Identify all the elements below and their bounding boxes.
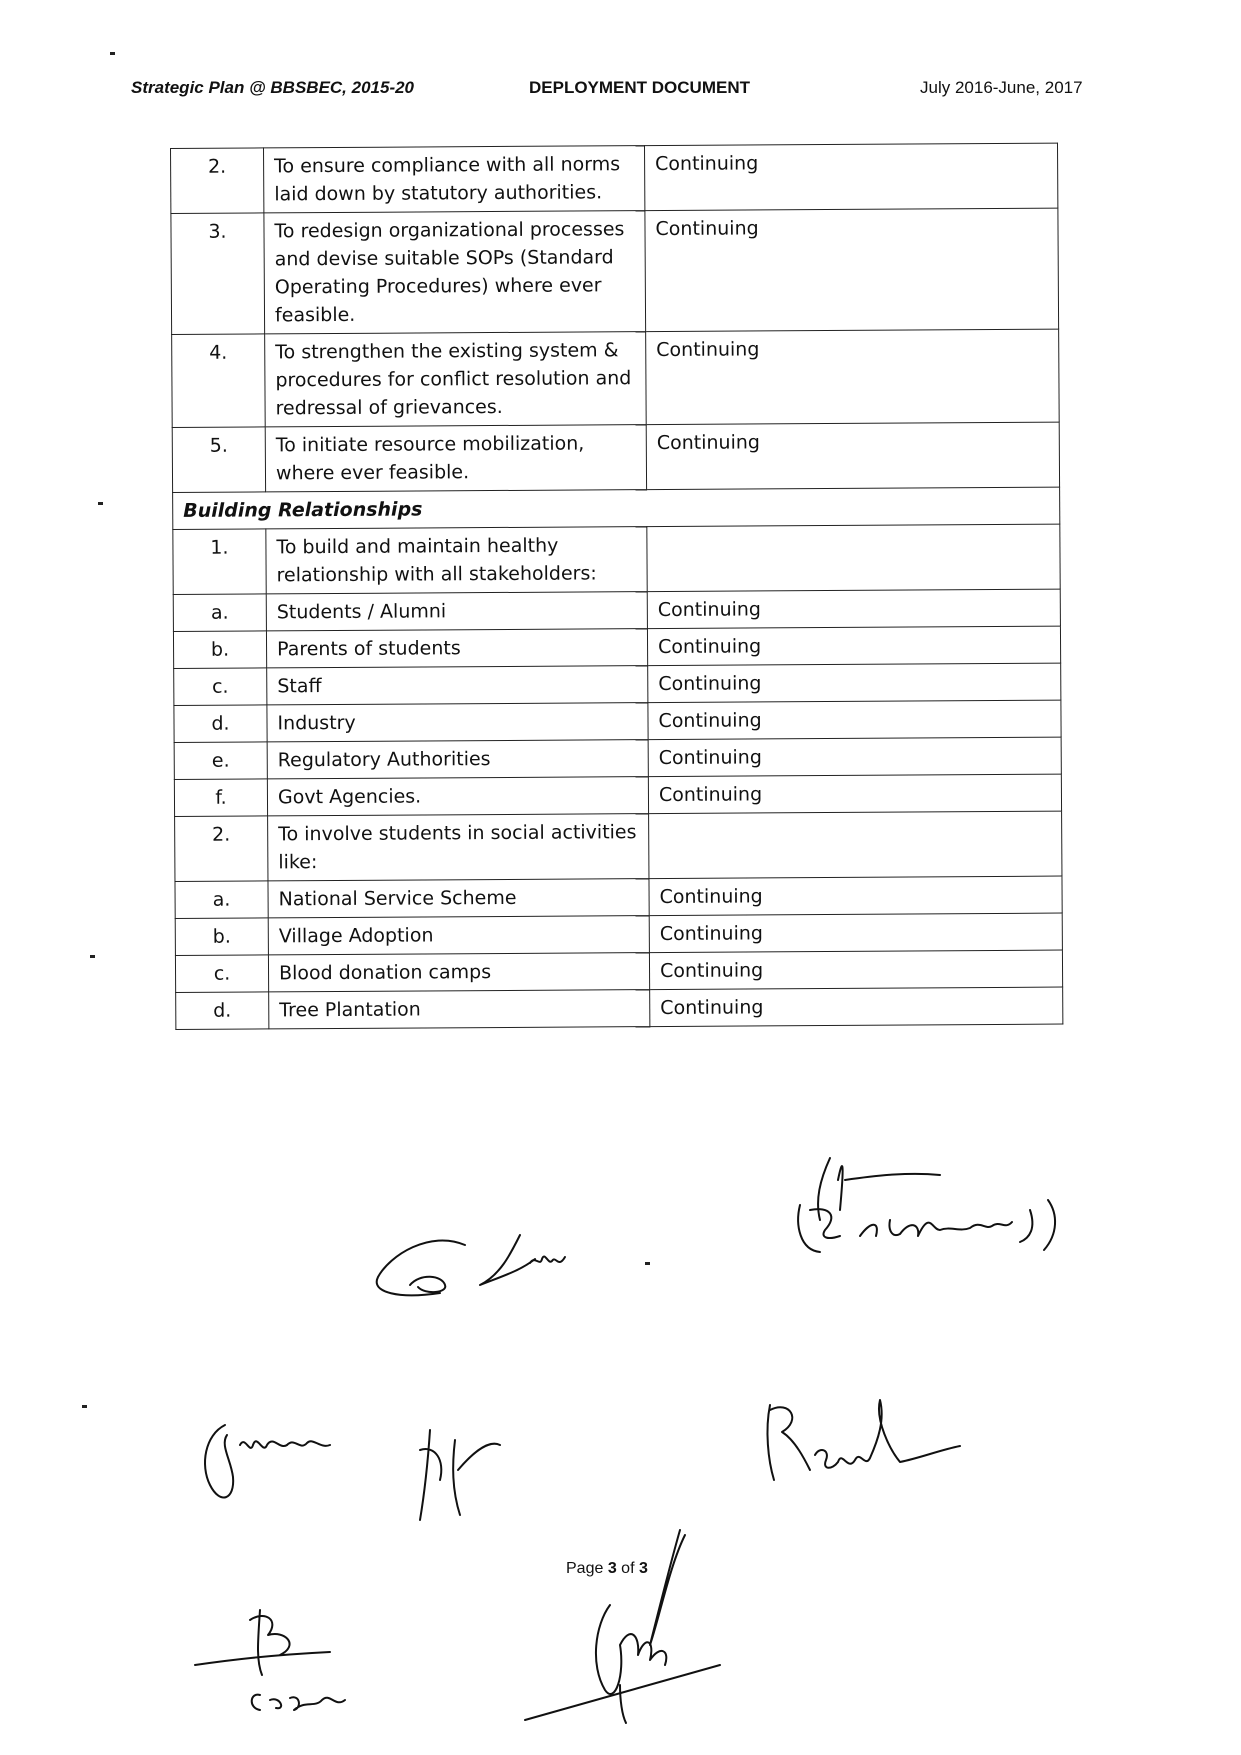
row-description: National Service Scheme <box>268 879 649 918</box>
table-row <box>176 987 1063 1029</box>
table-row <box>174 737 1061 779</box>
row-number: 1. <box>173 529 266 595</box>
table-row <box>174 774 1061 816</box>
page-of: of <box>616 1560 639 1577</box>
row-number: e. <box>174 742 267 780</box>
row-number: c. <box>175 955 268 993</box>
row-status: Continuing <box>650 987 1063 1027</box>
row-status: Continuing <box>644 143 1057 211</box>
header-right: July 2016-June, 2017 <box>920 78 1083 97</box>
signature-3 <box>195 1405 345 1525</box>
table-row <box>175 913 1062 955</box>
table-row <box>173 589 1060 631</box>
table-row <box>173 524 1060 594</box>
row-status <box>647 524 1060 592</box>
row-description: Govt Agencies. <box>267 777 648 816</box>
row-description: Blood donation camps <box>268 953 649 992</box>
table-row <box>175 811 1062 881</box>
section-heading: Building Relationships <box>173 487 1060 529</box>
row-description: Industry <box>267 703 648 742</box>
header-center: DEPLOYMENT DOCUMENT <box>529 78 750 97</box>
row-status <box>649 811 1062 879</box>
row-description: Tree Plantation <box>269 990 650 1029</box>
signature-2 <box>780 1150 1090 1260</box>
table-row <box>175 876 1062 918</box>
table-row <box>175 950 1062 992</box>
row-status: Continuing <box>645 208 1059 332</box>
plan-table <box>170 143 1063 1030</box>
scan-speck <box>98 502 103 505</box>
row-description: Staff <box>267 666 648 705</box>
row-status: Continuing <box>648 774 1061 814</box>
header-left: Strategic Plan @ BBSBEC, 2015-20 <box>131 78 415 97</box>
row-status: Continuing <box>648 663 1061 703</box>
row-status: Continuing <box>647 589 1060 629</box>
signature-6 <box>190 1600 390 1720</box>
row-status: Continuing <box>646 422 1059 490</box>
page-number <box>566 1560 648 1578</box>
row-number: d. <box>176 992 269 1030</box>
page-prefix: Page <box>566 1560 608 1577</box>
table-row <box>171 208 1059 334</box>
row-description: Parents of students <box>266 629 647 668</box>
page-total: 3 <box>638 1560 648 1577</box>
row-description: Regulatory Authorities <box>267 740 648 779</box>
signature-7 <box>520 1525 730 1725</box>
row-status: Continuing <box>649 913 1062 953</box>
row-status: Continuing <box>649 950 1062 990</box>
signature-5 <box>760 1380 970 1490</box>
row-number: b. <box>173 631 266 669</box>
row-description: To involve students in social activities like: <box>268 814 649 881</box>
row-description: To build and maintain healthy relationship with all stakeholders: <box>266 527 647 594</box>
row-status: Continuing <box>647 626 1060 666</box>
row-description: Village Adoption <box>268 916 649 955</box>
row-status: Continuing <box>648 700 1061 740</box>
row-number: 5. <box>172 427 265 493</box>
scan-speck <box>82 1405 87 1408</box>
row-number: 2. <box>175 816 268 882</box>
table-row <box>172 329 1060 427</box>
table-row <box>174 663 1061 705</box>
row-number: 3. <box>171 213 265 335</box>
scan-speck <box>90 955 95 958</box>
table-row <box>174 700 1061 742</box>
row-number: a. <box>175 881 268 919</box>
row-number: b. <box>175 918 268 956</box>
row-number: d. <box>174 705 267 743</box>
row-number: 2. <box>171 148 264 214</box>
row-number: f. <box>174 779 267 817</box>
row-description: To initiate resource mobilization, where ever feasible. <box>265 425 646 492</box>
scan-speck <box>110 52 115 55</box>
table-row <box>171 143 1058 213</box>
row-status: Continuing <box>648 737 1061 777</box>
row-description: To ensure compliance with all norms laid down by statutory authorities. <box>264 146 645 213</box>
scan-speck <box>645 1262 650 1265</box>
row-description: To strengthen the existing system & procedures for conflict resolution and redressal of grievances. <box>265 332 647 427</box>
signature-1 <box>370 1215 590 1305</box>
section-row <box>173 487 1060 529</box>
row-description: To redesign organizational processes and devise suitable SOPs (Standard Operating Procedures) where ever feasible. <box>264 211 646 334</box>
table-row <box>172 422 1059 492</box>
row-number: a. <box>173 594 266 632</box>
row-status: Continuing <box>649 876 1062 916</box>
row-description: Students / Alumni <box>266 592 647 631</box>
row-status: Continuing <box>646 329 1060 425</box>
row-number: c. <box>174 668 267 706</box>
table-row <box>173 626 1060 668</box>
row-number: 4. <box>172 334 266 428</box>
signature-4 <box>400 1420 510 1530</box>
page-current: 3 <box>607 1560 617 1577</box>
